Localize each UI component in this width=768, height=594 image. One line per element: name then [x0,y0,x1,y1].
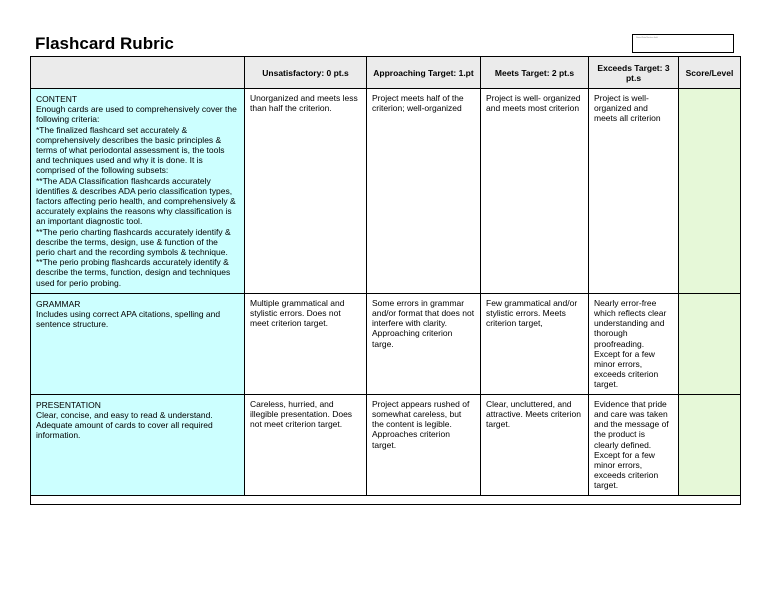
score-value[interactable] [679,89,740,97]
meets-text: Few grammatical and/or stylistic errors. Meets criterion target, [486,297,578,329]
exceeds-cell [589,89,679,294]
meets-cell [481,293,589,394]
footer-row [31,495,741,504]
unsatisfactory-cell [245,293,367,394]
table-row [31,89,741,294]
criterion-cell [31,89,245,294]
score-value[interactable] [679,395,740,403]
score-cell[interactable] [679,394,741,495]
criterion-content: CONTENT Enough cards are used to comprehensively cover the following criteria: *The finalized flashcard set accurately & comprehensively describes the basic principles & terms of what periodontal assessment is, the tools and techniques used and why it is done. It is comprised of the following subsets: **The ADA Classification flashcards accurately identifies & describes ADA perio classification types, factors affecting perio health, and comprehensively & accurately explains the reasons why classification is an important diagnostic tool. **The perio charting flashcards accurately identify & describe the terms, design, use & function of the perio chart and the recording symbols & technique. **The perio probing flashcards accurately identify & describe the terms, function, design and techniques used for perio probing. [36,94,237,288]
score-cell[interactable] [679,293,741,394]
header-exceeds: Exceeds Target: 3 pt.s [589,57,679,89]
exceeds-text: Project is well- organized and meets all criterion [594,93,661,124]
footer-cell [31,495,741,504]
table-row [31,394,741,495]
meets-cell [481,89,589,294]
score-value[interactable] [679,294,740,302]
header-row [31,57,741,89]
exceeds-text: Evidence that pride and care was taken and the message of the product is clearly defined. Except for a few minor errors, exceeds criterion target. [594,398,669,491]
unsatisfactory-cell [245,394,367,495]
unsatisfactory-text: Multiple grammatical and stylistic errors. Does not meet criterion target. [250,297,345,329]
meets-text: Clear, uncluttered, and attractive. Meets criterion target. [486,398,581,430]
exceeds-text: Nearly error-free which reflects clear understanding and thorough proofreading. Except for a few minor errors, exceeds criterion target. [594,297,667,390]
unsatisfactory-text: Careless, hurried, and illegible presentation. Does not meet criterion target. [250,398,353,430]
approaching-cell [367,394,481,495]
approaching-text: Some errors in grammar and/or format that does not interfere with clarity. Approaching criterion targe. [372,297,475,349]
header-unsatisfactory: Unsatisfactory: 0 pt.s [245,57,367,89]
unsatisfactory-cell [245,89,367,294]
header-score: Score/Level [679,57,741,89]
unsatisfactory-text: Unorganized and meets less than half the criterion. [250,93,358,114]
blank-header-cell [31,57,245,89]
header-approaching: Approaching Target: 1.pt [367,57,481,89]
rubric-table [30,56,741,505]
table-row [31,293,741,394]
approaching-text: Project appears rushed of somewhat careless, but the content is legible. Approaches criterion target. [372,398,470,450]
score-cell[interactable] [679,89,741,294]
page-title: Flashcard Rubric [35,34,174,53]
exceeds-cell [589,394,679,495]
meets-text: Project is well- organized and meets most criterion [486,93,581,114]
exceeds-cell [589,293,679,394]
name-field-box[interactable] [632,34,734,53]
approaching-text: Project meets half of the criterion; well-organized [372,93,464,114]
criterion-cell [31,394,245,495]
criterion-grammar: GRAMMAR Includes using correct APA citations, spelling and sentence structure. [36,298,221,330]
approaching-cell [367,89,481,294]
name-field-label: Name/Date/Section field [636,37,658,39]
header-meets: Meets Target: 2 pt.s [481,57,589,89]
approaching-cell [367,293,481,394]
meets-cell [481,394,589,495]
criterion-cell [31,293,245,394]
criterion-presentation: PRESENTATION Clear, concise, and easy to read & understand. Adequate amount of cards to cover all required information. [36,399,213,441]
